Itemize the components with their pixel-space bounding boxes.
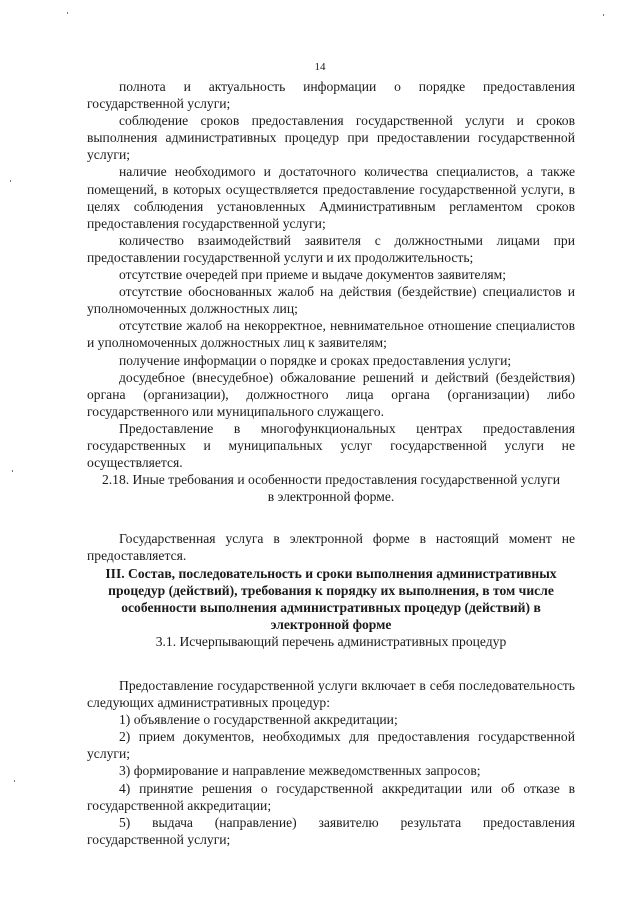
scan-speck — [67, 12, 68, 14]
criteria-complaints: отсутствие обоснованных жалоб на действия (бездействие) специалистов и уполномоченных должностных лиц; — [87, 284, 575, 317]
section-3-title-line3: особенности выполнения административных процедур (действий) в — [121, 599, 541, 615]
procedure-item-1: 1) объявление о государственной аккредитации; — [119, 712, 398, 728]
subsection-2-18-line1: 2.18. Иные требования и особенности предоставления государственной услуги — [101, 472, 561, 488]
procedure-item-4: 4) принятие решения о государственной аккредитации или об отказе в государственной аккредитации; — [87, 780, 575, 813]
page-number: 14 — [314, 61, 326, 73]
electronic-form-paragraph: Государственная услуга в электронной форме в настоящий момент не предоставляется. — [87, 531, 575, 564]
scan-speck — [10, 180, 11, 182]
criteria-completeness: полнота и актуальность информации о порядке предоставления государственной услуги; — [87, 79, 575, 112]
criteria-queues: отсутствие очередей при приеме и выдаче документов заявителям; — [119, 267, 506, 283]
procedures-intro: Предоставление государственной услуги включает в себя последовательность следующих административных процедур: — [87, 678, 575, 711]
procedure-item-3: 3) формирование и направление межведомственных запросов; — [119, 763, 481, 779]
scan-speck — [12, 470, 13, 472]
mfc-paragraph: Предоставление в многофункциональных центрах предоставления государственных и муниципальных услуг государственной услуги не осуществляется. — [87, 420, 575, 471]
scan-speck — [603, 14, 604, 16]
criteria-appeal: досудебное (внесудебное) обжалование решений и действий (бездействия) органа (организации), должностного лица органа (организации) либо государственного или муниципального служащего. — [87, 369, 575, 419]
scan-speck — [14, 780, 15, 782]
section-3-title-line1: III. Состав, последовательность и сроки выполнения административных — [105, 565, 557, 581]
criteria-information: получение информации о порядке и сроках предоставления услуги; — [119, 352, 512, 368]
criteria-deadlines: соблюдение сроков предоставления государственной услуги и сроков выполнения административных процедур при предоставлении государственной услуги; — [87, 113, 575, 163]
criteria-interactions: количество взаимодействий заявителя с должностными лицами при предоставлении государственной услуги и их продолжительность; — [87, 232, 575, 265]
subsection-3-1-heading: 3.1. Исчерпывающий перечень административных процедур — [155, 633, 507, 649]
procedure-item-2: 2) прием документов, необходимых для предоставления государственной услуги; — [87, 729, 575, 762]
section-3-title — [87, 565, 575, 633]
subsection-2-18-heading — [87, 471, 575, 505]
criteria-attitude: отсутствие жалоб на некорректное, невнимательное отношение специалистов и уполномоченных должностных лиц к заявителям; — [87, 318, 575, 351]
procedure-item-5: 5) выдача (направление) заявителю результата предоставления государственной услуги; — [87, 814, 575, 847]
criteria-staff: наличие необходимого и достаточного количества специалистов, а также помещений, в которых осуществляется предоставление государственной услуги, в целях соблюдения установленных Административным регламентом сроков предоставления государственной услуги; — [87, 164, 575, 231]
section-3-title-line2: процедур (действий), требования к порядку их выполнения, в том числе — [108, 582, 554, 598]
section-3-title-line4: электронной форме — [270, 616, 392, 632]
subsection-2-18-line2: в электронной форме. — [267, 489, 395, 505]
document-body — [87, 78, 575, 848]
